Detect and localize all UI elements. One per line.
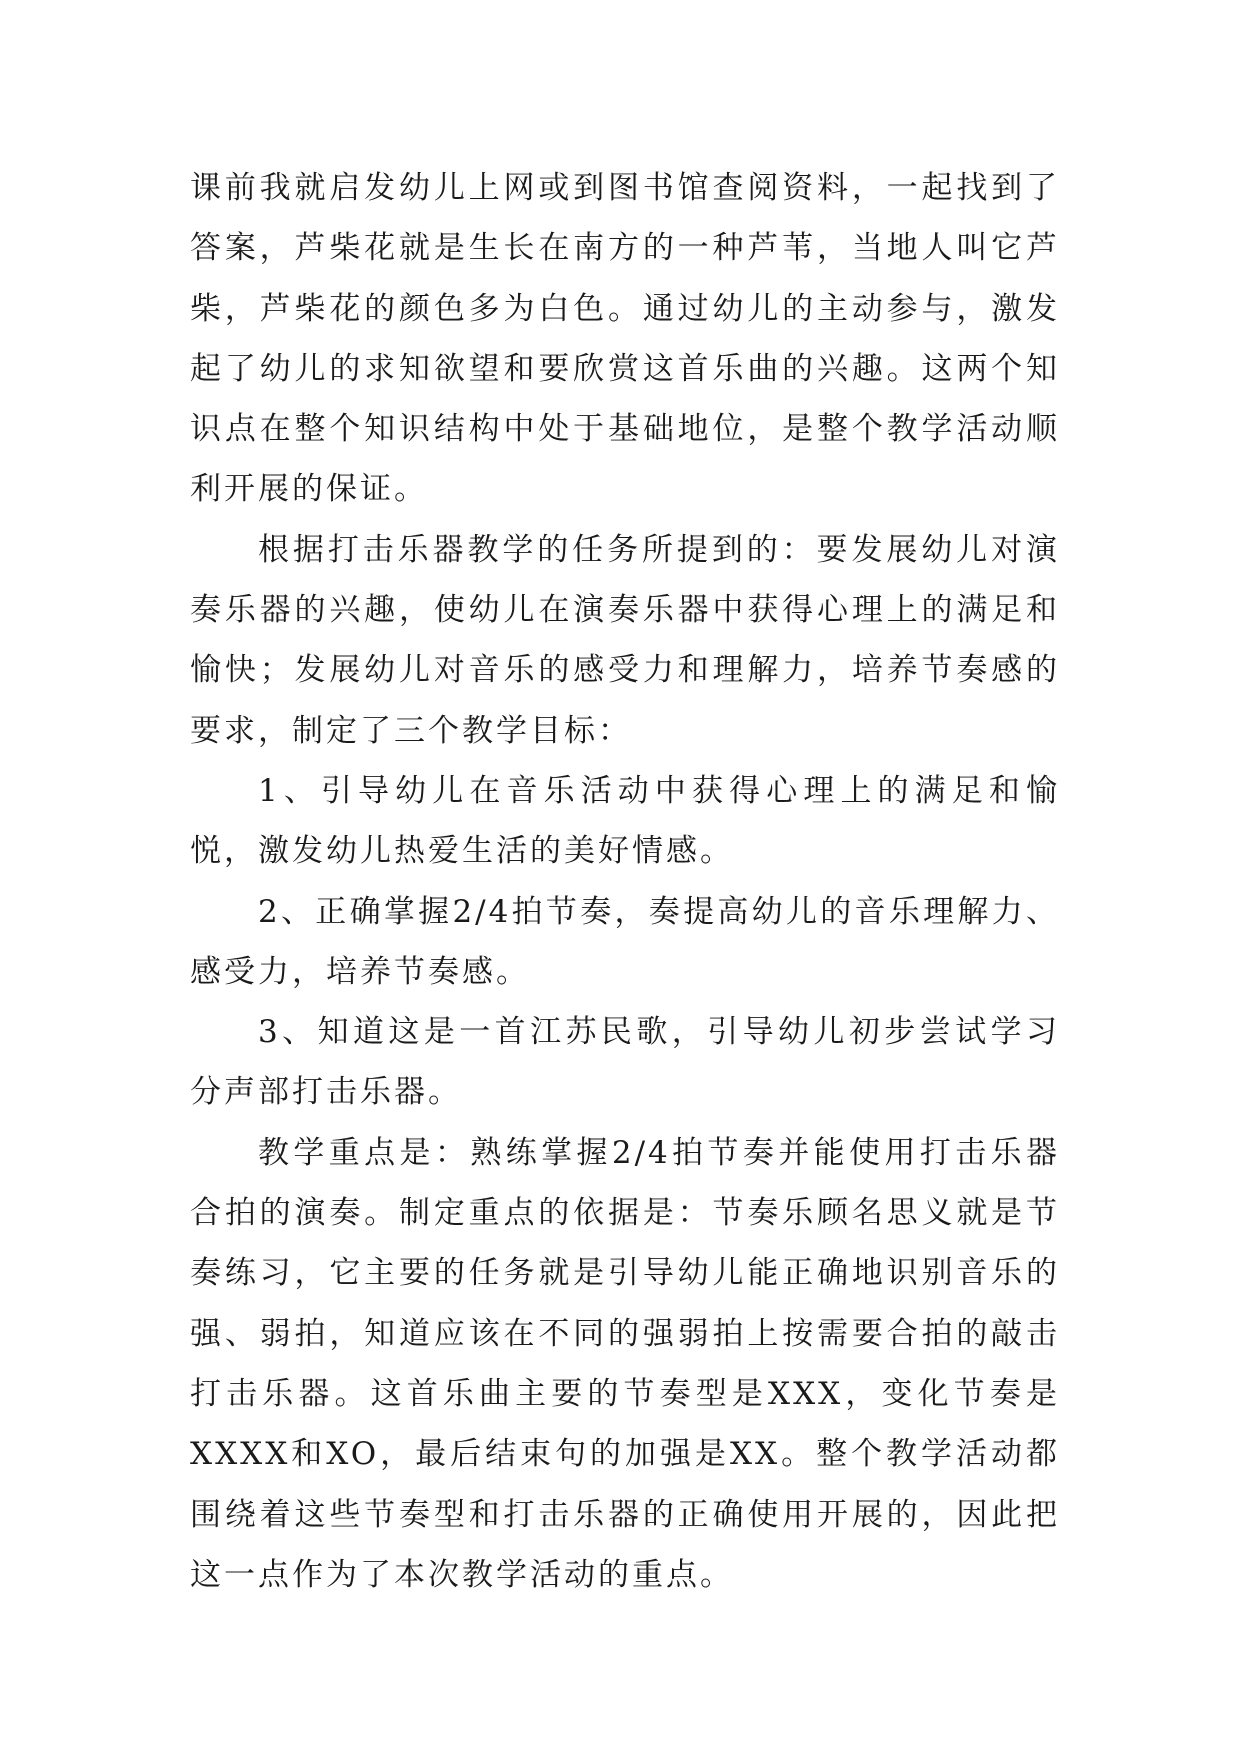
paragraph-goal-3: 3、知道这是一首江苏民歌，引导幼儿初步尝试学习分声部打击乐器。	[190, 1014, 1060, 1111]
paragraph-goal-2: 2、正确掌握2/4拍节奏，奏提高幼儿的音乐理解力、感受力，培养节奏感。	[190, 893, 1060, 990]
document-body	[190, 158, 1060, 1605]
paragraph-key-point: 教学重点是：熟练掌握2/4拍节奏并能使用打击乐器合拍的演奏。制定重点的依据是：节奏乐顾名思义就是节奏练习，它主要的任务就是引导幼儿能正确地识别音乐的强、弱拍，知道应该在不同的强弱拍上按需要合拍的敲击打击乐器。这首乐曲主要的节奏型是XXX，变化节奏是XXXX和XO，最后结束句的加强是XX。整个教学活动都围绕着这些节奏型和打击乐器的正确使用开展的，因此把这一点作为了本次教学活动的重点。	[190, 1134, 1060, 1593]
paragraph-intro: 课前我就启发幼儿上网或到图书馆查阅资料，一起找到了答案，芦柴花就是生长在南方的一种芦苇，当地人叫它芦柴，芦柴花的颜色多为白色。通过幼儿的主动参与，激发起了幼儿的求知欲望和要欣赏这首乐曲的兴趣。这两个知识点在整个知识结构中处于基础地位，是整个教学活动顺利开展的保证。	[190, 170, 1060, 508]
paragraph-goal-1: 1、引导幼儿在音乐活动中获得心理上的满足和愉悦，激发幼儿热爱生活的美好情感。	[190, 772, 1060, 870]
paragraph-goals: 根据打击乐器教学的任务所提到的：要发展幼儿对演奏乐器的兴趣，使幼儿在演奏乐器中获得心理上的满足和愉快；发展幼儿对音乐的感受力和理解力，培养节奏感的要求，制定了三个教学目标：	[190, 531, 1060, 749]
